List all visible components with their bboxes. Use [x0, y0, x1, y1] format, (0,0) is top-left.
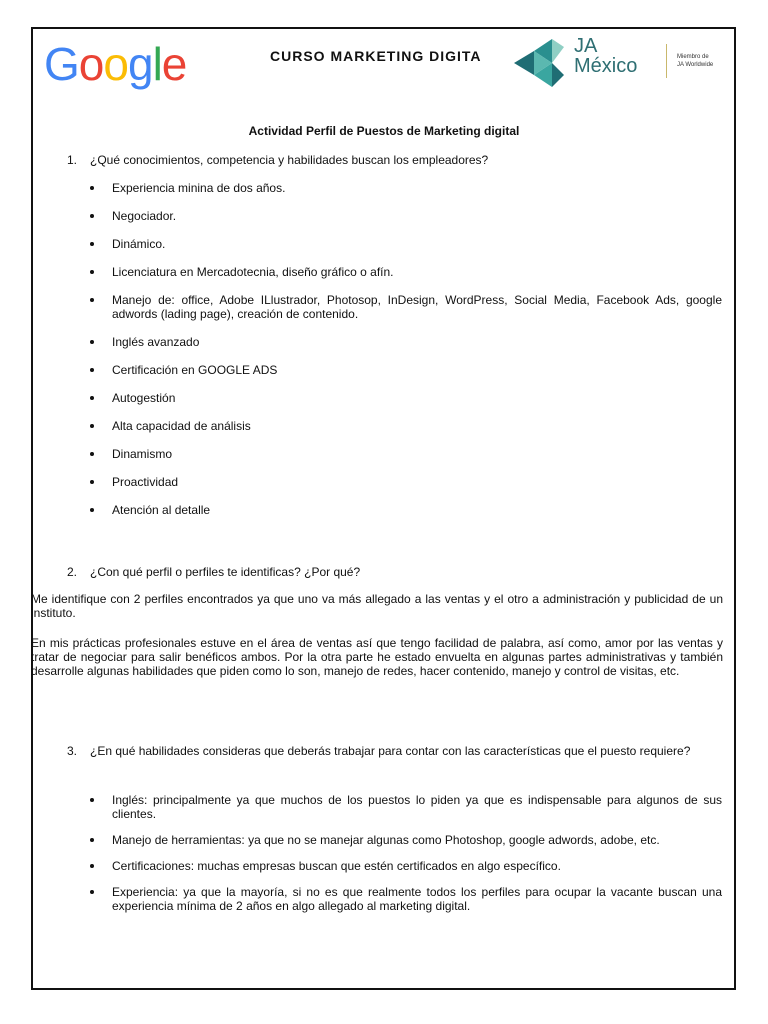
list-item: Experiencia minina de dos años.	[90, 181, 722, 195]
list-item: Licenciatura en Mercadotecnia, diseño gráfico o afín.	[90, 265, 722, 279]
ja-wordmark-line: México	[574, 55, 638, 77]
google-letter: o	[103, 38, 128, 90]
q3-list	[90, 793, 722, 913]
question-number: 1.	[67, 153, 78, 167]
list-item: Certificaciones: muchas empresas buscan que estén certificados en algo específico.	[90, 859, 722, 873]
google-letter: g	[127, 38, 153, 90]
ja-member-line: JA Worldwide	[677, 62, 714, 68]
list-item: Alta capacidad de análisis	[90, 419, 722, 433]
ja-mexico-wordmark	[574, 36, 637, 76]
activity-title: Actividad Perfil de Puestos de Marketing digital	[248, 124, 520, 138]
list-item: Inglés: principalmente ya que muchos de los puestos lo piden ya que es indispensable para algunos de sus clientes.	[90, 793, 722, 821]
question-text: ¿Con qué perfil o perfiles te identificas? ¿Por qué?	[90, 565, 361, 579]
list-item: Inglés avanzado	[90, 335, 722, 349]
list-item: Experiencia: ya que la mayoría, si no es que realmente todos los perfiles para ocupar la vacante buscan una experiencia mínima de 2 años en algo allegado al marketing digital.	[90, 885, 722, 913]
google-letter: e	[161, 38, 187, 90]
question-text: ¿Qué conocimientos, competencia y habilidades buscan los empleadores?	[90, 153, 489, 167]
google-logo	[44, 36, 186, 92]
google-letter: G	[44, 38, 79, 90]
google-letter: o	[78, 38, 104, 90]
google-letter: l	[152, 38, 162, 90]
question-text: ¿En qué habilidades consideras que deberás trabajar para contar con las características que el puesto requiere?	[90, 744, 691, 758]
list-item: Dinamismo	[90, 447, 722, 461]
ja-member-text	[677, 53, 713, 69]
list-item: Certificación en GOOGLE ADS	[90, 363, 722, 377]
list-item: Dinámico.	[90, 237, 722, 251]
ja-logo-icon	[512, 35, 570, 91]
q1-list	[90, 181, 722, 517]
answer-paragraph: En mis prácticas profesionales estuve en el área de ventas así que tengo facilidad de palabra, así como, amor por las ventas y tratar de negociar para salir benéficos ambos. Por la otra parte he estado envuelta en algunas partes administrativas y también desarrolle algunas habilidades que piden como lo son, manejo de redes, hacer contenido, manejo y control de visitas, etc.	[31, 636, 723, 678]
list-item: Atención al detalle	[90, 503, 722, 517]
question-number: 3.	[67, 744, 78, 758]
list-item: Manejo de herramientas: ya que no se manejar algunas como Photoshop, google adwords, adobe, etc.	[90, 833, 722, 847]
course-title: CURSO MARKETING DIGITA	[270, 48, 482, 64]
ja-wordmark-line: JA	[574, 35, 598, 57]
list-item: Proactividad	[90, 475, 722, 489]
list-item: Autogestión	[90, 391, 722, 405]
question-number: 2.	[67, 565, 78, 579]
logo-divider	[666, 44, 667, 78]
list-item: Negociador.	[90, 209, 722, 223]
list-item: Manejo de: office, Adobe ILlustrador, Photosop, InDesign, WordPress, Social Media, Facebook Ads, google adwords (lading page), creación de contenido.	[90, 293, 722, 321]
answer-paragraph: Me identifique con 2 perfiles encontrados ya que uno va más allegado a las ventas y el otro a administración y publicidad de un instituto.	[31, 592, 723, 620]
ja-member-line: Miembro de	[677, 54, 709, 60]
